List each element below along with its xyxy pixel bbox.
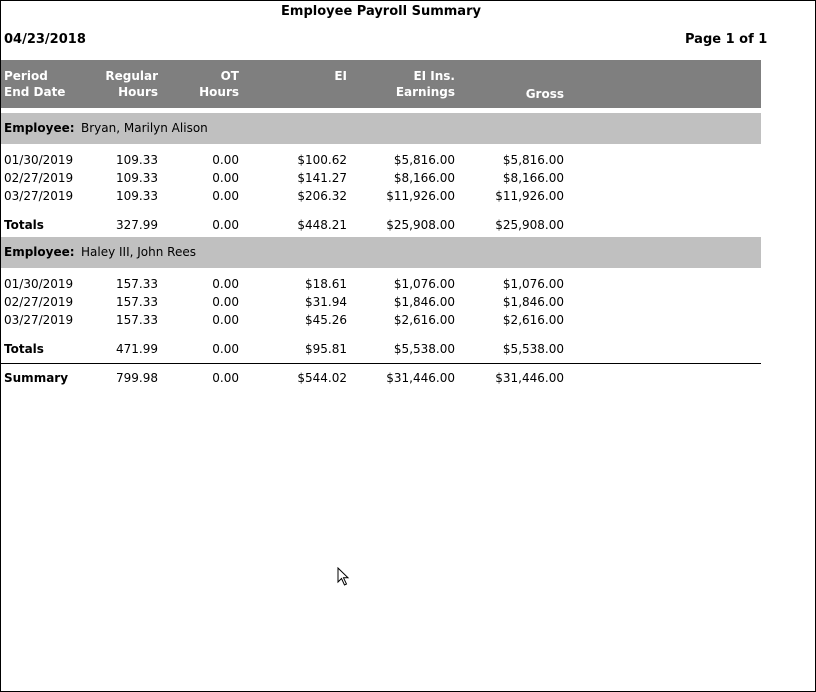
cell-gross: $1,846.00: [502, 295, 564, 309]
cell-ei: $544.02: [297, 371, 347, 385]
cell-ei-ins-earnings: $1,076.00: [393, 277, 455, 291]
cell-ei: $100.62: [297, 153, 347, 167]
cell-date: 02/27/2019: [4, 171, 74, 185]
cell-regular-hours: 327.99: [116, 218, 158, 232]
employee-label: Employee:: [4, 245, 75, 259]
cell-ei-ins-earnings: $25,908.00: [386, 218, 455, 232]
cell-date: 02/27/2019: [4, 295, 74, 309]
totals-label: Totals: [4, 218, 44, 232]
table-row: [1, 188, 761, 206]
cell-ot-hours: 0.00: [212, 313, 239, 327]
mouse-pointer-icon: [337, 567, 351, 587]
col-regular-line2: Hours: [118, 85, 158, 99]
table-row: [1, 170, 761, 188]
totals-label: Totals: [4, 342, 44, 356]
cell-ei: $448.21: [297, 218, 347, 232]
col-ot-hours: [199, 68, 239, 100]
cell-ei: $45.26: [305, 313, 347, 327]
totals-row: [1, 217, 761, 235]
cell-ei-ins-earnings: $5,816.00: [393, 153, 455, 167]
table-row: [1, 294, 761, 312]
cell-gross: $5,816.00: [502, 153, 564, 167]
col-eiins-line1: EI Ins.: [413, 69, 455, 83]
cell-gross: $1,076.00: [502, 277, 564, 291]
col-gross: [526, 86, 564, 102]
col-ei: [334, 68, 347, 84]
col-regular-hours: [105, 68, 158, 100]
column-header-band: [1, 60, 761, 108]
cell-ot-hours: 0.00: [212, 218, 239, 232]
cell-date: 03/27/2019: [4, 313, 74, 327]
cell-gross: $2,616.00: [502, 313, 564, 327]
cell-regular-hours: 471.99: [116, 342, 158, 356]
summary-label: Summary: [4, 371, 69, 385]
cell-ei-ins-earnings: $8,166.00: [393, 171, 455, 185]
employee-group-header: [1, 237, 761, 268]
cell-gross: $25,908.00: [495, 218, 564, 232]
cell-regular-hours: 157.33: [116, 277, 158, 291]
cell-ot-hours: 0.00: [212, 153, 239, 167]
cell-regular-hours: 157.33: [116, 313, 158, 327]
cell-ot-hours: 0.00: [212, 371, 239, 385]
cell-regular-hours: 109.33: [116, 153, 158, 167]
employee-group-header: [1, 113, 761, 144]
report-date: 04/23/2018: [4, 32, 86, 47]
cell-ei-ins-earnings: $2,616.00: [393, 313, 455, 327]
cell-ei-ins-earnings: $5,538.00: [393, 342, 455, 356]
cell-ei: $141.27: [297, 171, 347, 185]
table-row: [1, 312, 761, 330]
cell-ei-ins-earnings: $11,926.00: [386, 189, 455, 203]
cell-ot-hours: 0.00: [212, 295, 239, 309]
report-title: Employee Payroll Summary: [281, 4, 481, 19]
cell-ei: $206.32: [297, 189, 347, 203]
summary-row: [1, 370, 761, 388]
cell-date: 01/30/2019: [4, 153, 74, 167]
col-ot-line1: OT: [220, 69, 239, 83]
employee-name: Bryan, Marilyn Alison: [81, 121, 208, 135]
totals-row: [1, 341, 761, 359]
cell-date: 01/30/2019: [4, 277, 74, 291]
cell-gross: $31,446.00: [495, 371, 564, 385]
table-row: [1, 276, 761, 294]
cell-date: 03/27/2019: [4, 189, 74, 203]
cell-regular-hours: 157.33: [116, 295, 158, 309]
cell-ei-ins-earnings: $1,846.00: [393, 295, 455, 309]
col-gross-line1: Gross: [525, 87, 564, 101]
cell-gross: $11,926.00: [495, 189, 564, 203]
cell-ei: $18.61: [305, 277, 347, 291]
employee-label: Employee:: [4, 121, 75, 135]
summary-divider: [1, 363, 761, 364]
cell-regular-hours: 799.98: [116, 371, 158, 385]
cell-ot-hours: 0.00: [212, 277, 239, 291]
col-period-line1: Period: [4, 69, 48, 83]
col-period-end-date: [4, 68, 65, 100]
cell-regular-hours: 109.33: [116, 171, 158, 185]
cell-regular-hours: 109.33: [116, 189, 158, 203]
cell-ot-hours: 0.00: [212, 342, 239, 356]
cell-gross: $8,166.00: [502, 171, 564, 185]
page-indicator: Page 1 of 1: [685, 32, 768, 47]
cell-ei: $95.81: [305, 342, 347, 356]
col-ei-line1: EI: [334, 69, 347, 83]
col-eiins-line2: Earnings: [395, 85, 455, 99]
cell-ot-hours: 0.00: [212, 189, 239, 203]
cell-ot-hours: 0.00: [212, 171, 239, 185]
col-regular-line1: Regular: [105, 69, 158, 83]
col-period-line2: End Date: [4, 85, 66, 99]
employee-name: Haley III, John Rees: [81, 245, 196, 259]
cell-gross: $5,538.00: [502, 342, 564, 356]
cell-ei-ins-earnings: $31,446.00: [386, 371, 455, 385]
table-row: [1, 152, 761, 170]
col-ei-ins-earnings: [396, 68, 455, 100]
col-ot-line2: Hours: [199, 85, 239, 99]
cell-ei: $31.94: [305, 295, 347, 309]
